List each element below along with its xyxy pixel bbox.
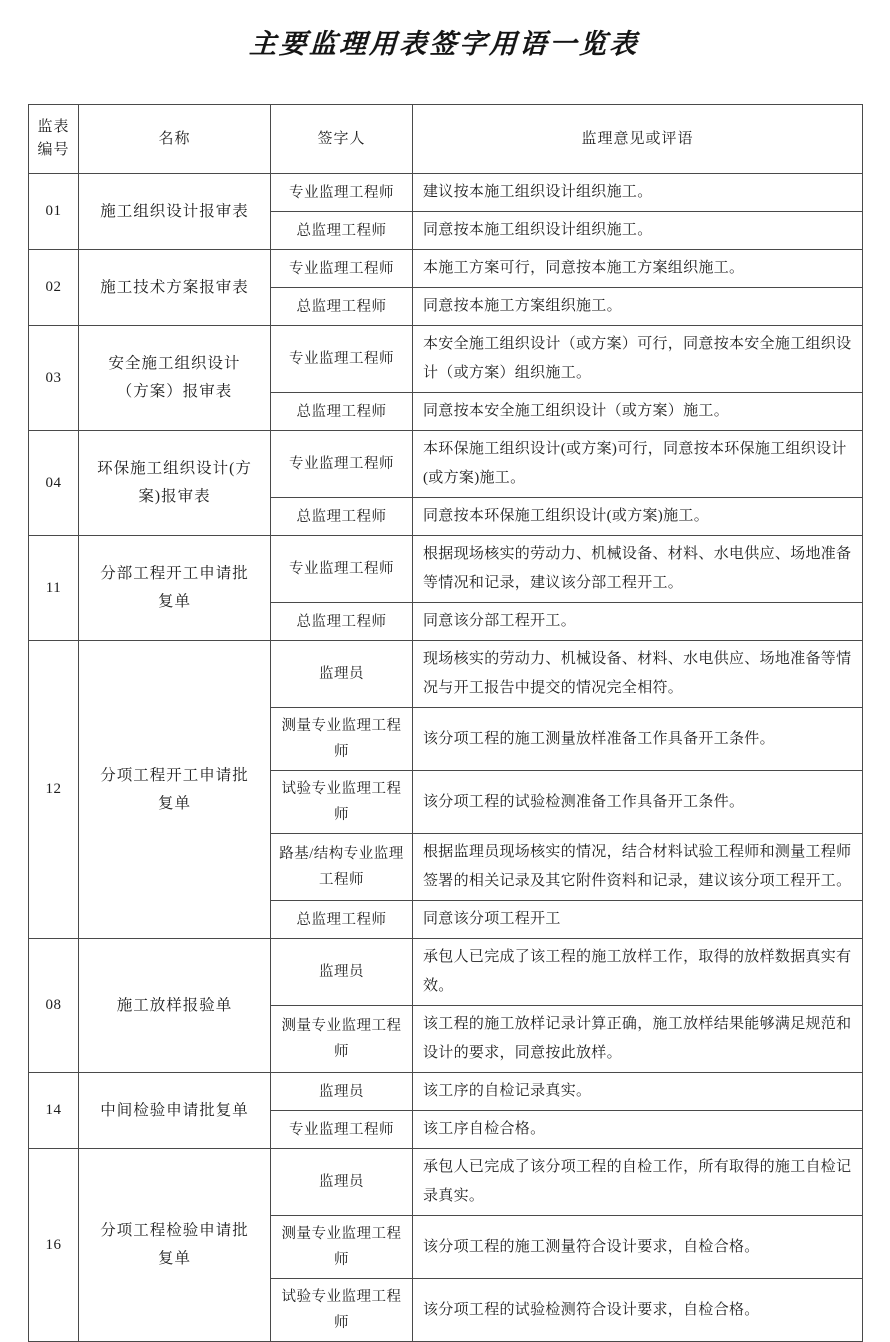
header-cell-opinion: 监理意见或评语 — [413, 105, 863, 174]
opinion-cell: 根据监理员现场核实的情况，结合材料试验工程师和测量工程师签署的相关记录及其它附件资料和记录，建议该分项工程开工。 — [413, 834, 863, 901]
table-row — [29, 1073, 863, 1111]
form-name-cell: 中间检验申请批复单 — [79, 1073, 271, 1149]
signature-phrases-table — [28, 104, 863, 1342]
form-number-cell: 03 — [29, 326, 79, 431]
signer-cell: 试验专业监理工程师 — [271, 771, 413, 834]
form-number-cell: 12 — [29, 641, 79, 939]
table-row — [29, 326, 863, 393]
signer-cell: 总监理工程师 — [271, 498, 413, 536]
opinion-cell: 建议按本施工组织设计组织施工。 — [413, 174, 863, 212]
form-name-cell: 环保施工组织设计(方案)报审表 — [79, 431, 271, 536]
header-no-line2: 编号 — [37, 142, 70, 158]
opinion-cell: 现场核实的劳动力、机械设备、材料、水电供应、场地准备等情况与开工报告中提交的情况完全相符。 — [413, 641, 863, 708]
table-row — [29, 174, 863, 212]
table-row — [29, 641, 863, 708]
signer-cell: 测量专业监理工程师 — [271, 1216, 413, 1279]
header-no-line1: 监表 — [37, 119, 70, 135]
opinion-cell: 该工序的自检记录真实。 — [413, 1073, 863, 1111]
signer-cell: 测量专业监理工程师 — [271, 708, 413, 771]
signer-cell: 总监理工程师 — [271, 393, 413, 431]
table-header-row — [29, 105, 863, 174]
opinion-cell: 该工序自检合格。 — [413, 1111, 863, 1149]
signer-cell: 专业监理工程师 — [271, 250, 413, 288]
signer-cell: 监理员 — [271, 939, 413, 1006]
signer-cell: 总监理工程师 — [271, 603, 413, 641]
signer-cell: 路基/结构专业监理工程师 — [271, 834, 413, 901]
opinion-cell: 承包人已完成了该工程的施工放样工作，取得的放样数据真实有效。 — [413, 939, 863, 1006]
opinion-cell: 同意该分部工程开工。 — [413, 603, 863, 641]
table-row — [29, 939, 863, 1006]
opinion-cell: 根据现场核实的劳动力、机械设备、材料、水电供应、场地准备等情况和记录，建议该分部工程开工。 — [413, 536, 863, 603]
signer-cell: 测量专业监理工程师 — [271, 1006, 413, 1073]
opinion-cell: 本环保施工组织设计(或方案)可行，同意按本环保施工组织设计(或方案)施工。 — [413, 431, 863, 498]
opinion-cell: 同意按本环保施工组织设计(或方案)施工。 — [413, 498, 863, 536]
table-row — [29, 1149, 863, 1216]
opinion-cell: 本安全施工组织设计（或方案）可行，同意按本安全施工组织设计（或方案）组织施工。 — [413, 326, 863, 393]
opinion-cell: 该分项工程的施工测量放样准备工作具备开工条件。 — [413, 708, 863, 771]
signer-cell: 专业监理工程师 — [271, 326, 413, 393]
header-cell-name: 名称 — [79, 105, 271, 174]
opinion-cell: 本施工方案可行，同意按本施工方案组织施工。 — [413, 250, 863, 288]
signer-cell: 监理员 — [271, 1073, 413, 1111]
signer-cell: 专业监理工程师 — [271, 174, 413, 212]
form-number-cell: 14 — [29, 1073, 79, 1149]
form-name-cell: 安全施工组织设计（方案）报审表 — [79, 326, 271, 431]
signer-cell: 试验专业监理工程师 — [271, 1279, 413, 1342]
opinion-cell: 该分项工程的试验检测符合设计要求，自检合格。 — [413, 1279, 863, 1342]
opinion-cell: 同意该分项工程开工 — [413, 901, 863, 939]
form-name-cell: 施工组织设计报审表 — [79, 174, 271, 250]
opinion-cell: 承包人已完成了该分项工程的自检工作，所有取得的施工自检记录真实。 — [413, 1149, 863, 1216]
form-name-cell: 施工技术方案报审表 — [79, 250, 271, 326]
signer-cell: 专业监理工程师 — [271, 536, 413, 603]
header-cell-signer: 签字人 — [271, 105, 413, 174]
opinion-cell: 同意按本施工组织设计组织施工。 — [413, 212, 863, 250]
form-name-cell: 施工放样报验单 — [79, 939, 271, 1073]
signer-cell: 监理员 — [271, 641, 413, 708]
opinion-cell: 该工程的施工放样记录计算正确，施工放样结果能够满足规范和设计的要求，同意按此放样。 — [413, 1006, 863, 1073]
signer-cell: 专业监理工程师 — [271, 1111, 413, 1149]
form-name-cell: 分部工程开工申请批复单 — [79, 536, 271, 641]
signature-phrases-table-wrap — [28, 104, 862, 1342]
opinion-cell: 同意按本施工方案组织施工。 — [413, 288, 863, 326]
form-number-cell: 02 — [29, 250, 79, 326]
table-row — [29, 250, 863, 288]
form-number-cell: 16 — [29, 1149, 79, 1342]
form-name-cell: 分项工程开工申请批复单 — [79, 641, 271, 939]
signer-cell: 专业监理工程师 — [271, 431, 413, 498]
header-cell-no — [29, 105, 79, 174]
signer-cell: 总监理工程师 — [271, 288, 413, 326]
opinion-cell: 该分项工程的施工测量符合设计要求，自检合格。 — [413, 1216, 863, 1279]
form-number-cell: 01 — [29, 174, 79, 250]
form-number-cell: 08 — [29, 939, 79, 1073]
form-number-cell: 11 — [29, 536, 79, 641]
page-title: 主要监理用表签字用语一览表 — [248, 29, 641, 59]
opinion-cell: 同意按本安全施工组织设计（或方案）施工。 — [413, 393, 863, 431]
signer-cell: 监理员 — [271, 1149, 413, 1216]
form-name-cell: 分项工程检验申请批复单 — [79, 1149, 271, 1342]
form-number-cell: 04 — [29, 431, 79, 536]
table-row — [29, 431, 863, 498]
signer-cell: 总监理工程师 — [271, 901, 413, 939]
signer-cell: 总监理工程师 — [271, 212, 413, 250]
table-row — [29, 536, 863, 603]
opinion-cell: 该分项工程的试验检测准备工作具备开工条件。 — [413, 771, 863, 834]
